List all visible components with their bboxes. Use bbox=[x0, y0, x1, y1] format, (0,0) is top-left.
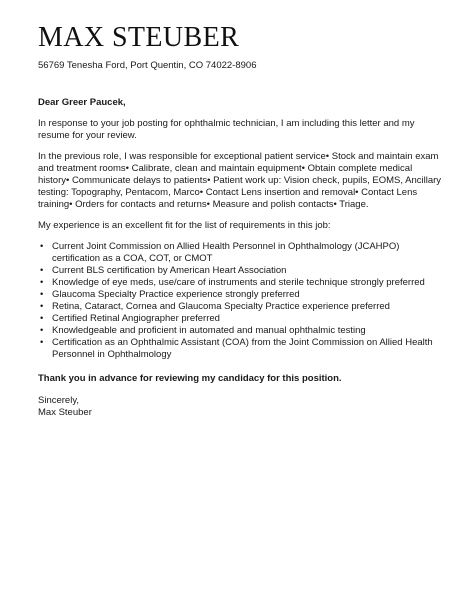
requirements-list bbox=[38, 241, 442, 361]
list-item bbox=[38, 313, 442, 325]
signature: Max Steuber bbox=[38, 407, 92, 418]
requirement-text: Certification as an Ophthalmic Assistant (COA) from the Joint Commission on Allied Health Personnel in Ophthalmology bbox=[52, 337, 433, 360]
list-item bbox=[38, 241, 442, 265]
applicant-address: 56769 Tenesha Ford, Port Quentin, CO 74022-8906 bbox=[38, 60, 257, 71]
bullet-icon: • bbox=[40, 241, 44, 252]
bullet-icon: • bbox=[40, 313, 44, 324]
list-item bbox=[38, 301, 442, 313]
requirement-text: Current BLS certification by American Heart Association bbox=[52, 265, 287, 276]
letter-body bbox=[38, 97, 442, 419]
greeting: Dear Greer Paucek, bbox=[38, 97, 126, 108]
list-item bbox=[38, 265, 442, 277]
requirement-text: Current Joint Commission on Allied Health Personnel in Ophthalmology (JCAHPO) certification as a COA, COT, or CMOT bbox=[52, 241, 400, 264]
bullet-icon: • bbox=[40, 265, 44, 276]
bullet-icon: • bbox=[40, 337, 44, 348]
requirement-text: Certified Retinal Angiographer preferred bbox=[52, 313, 220, 324]
requirement-text: Glaucoma Specialty Practice experience strongly preferred bbox=[52, 289, 300, 300]
bullet-icon: • bbox=[40, 301, 44, 312]
applicant-name: MAX STEUBER bbox=[38, 22, 240, 53]
bullet-icon: • bbox=[40, 325, 44, 336]
requirement-text: Knowledgeable and proficient in automated and manual ophthalmic testing bbox=[52, 325, 366, 336]
requirement-text: Retina, Cataract, Cornea and Glaucoma Specialty Practice experience preferred bbox=[52, 301, 390, 312]
fit-statement: My experience is an excellent fit for the list of requirements in this job: bbox=[38, 220, 331, 231]
list-item bbox=[38, 289, 442, 301]
bullet-icon: • bbox=[40, 277, 44, 288]
closing: Sincerely, bbox=[38, 395, 80, 406]
cover-letter-page bbox=[38, 22, 442, 419]
thank-you-line: Thank you in advance for reviewing my candidacy for this position. bbox=[38, 373, 342, 384]
requirement-text: Knowledge of eye meds, use/care of instruments and sterile technique strongly preferred bbox=[52, 277, 425, 288]
previous-role-paragraph: In the previous role, I was responsible for exceptional patient service• Stock and maintain exam and treatment rooms• Calibrate, clean and maintain equipment• Obtain complete medical history• Communicate delays to patients• Patient work up: Vision check, pupils, EOMS, Ancillary testing: Topography, Pentacom, Marco• Contact Lens insertion and removal• Contact Lens training• Orders for contacts and returns• Measure and polish contacts• Triage. bbox=[38, 151, 442, 210]
bullet-icon: • bbox=[40, 289, 44, 300]
list-item bbox=[38, 277, 442, 289]
intro-paragraph: In response to your job posting for ophthalmic technician, I am including this letter and my resume for your review. bbox=[38, 118, 415, 141]
list-item bbox=[38, 337, 442, 361]
list-item bbox=[38, 325, 442, 337]
